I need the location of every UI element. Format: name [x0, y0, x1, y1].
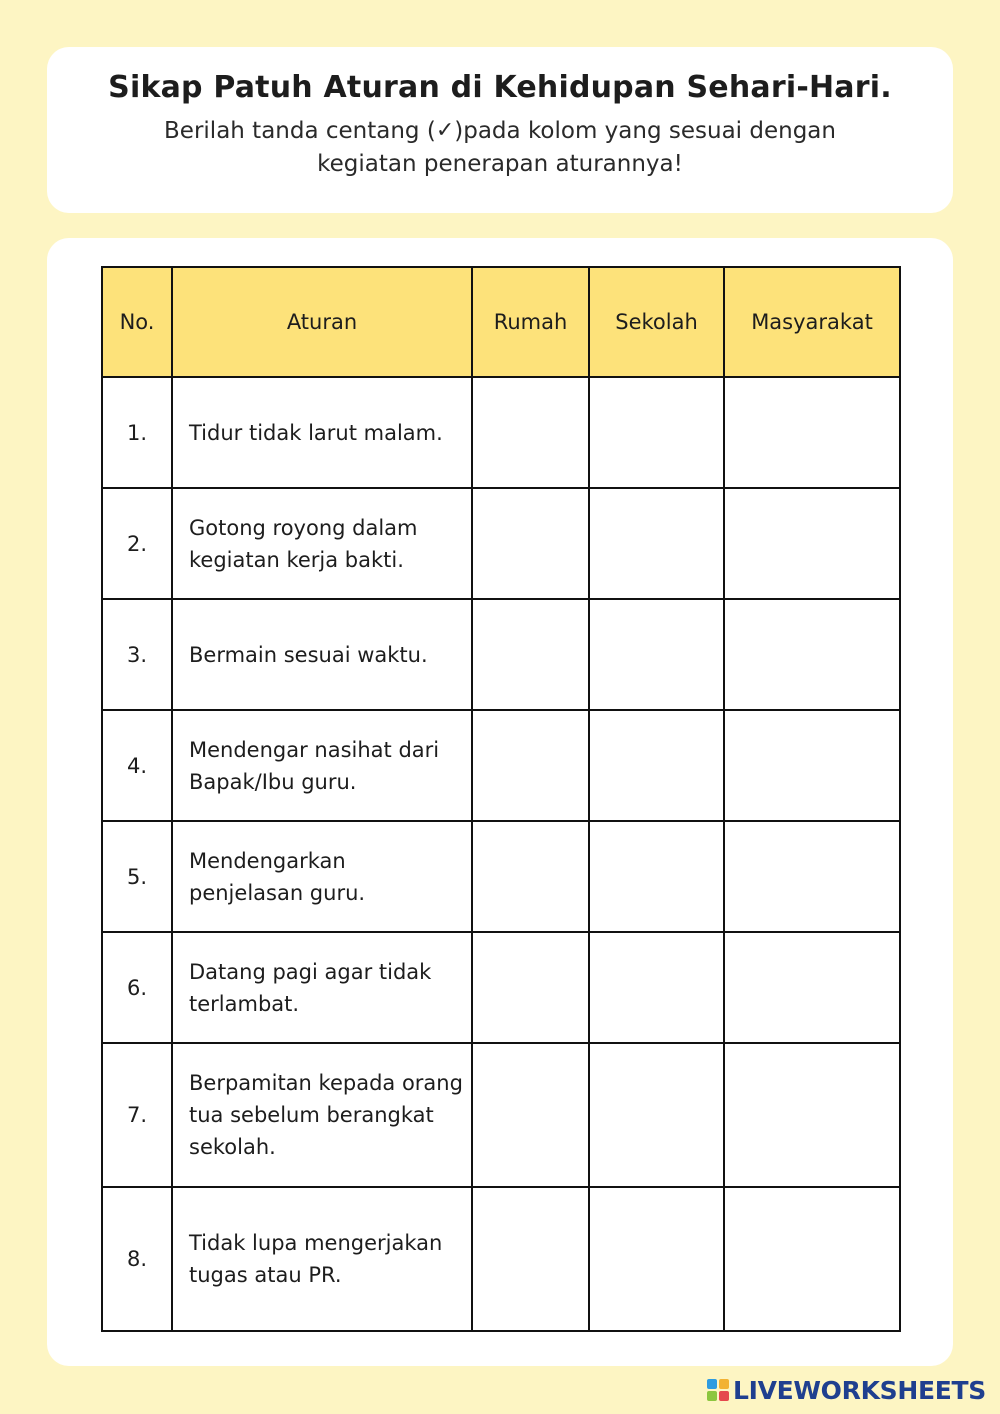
checkbox-rumah[interactable] — [472, 1187, 589, 1331]
table-row — [102, 1043, 900, 1187]
table-row — [102, 488, 900, 599]
rule-text: Mendengar nasihat dari Bapak/Ibu guru. — [172, 710, 472, 821]
checkbox-masyarakat[interactable] — [724, 488, 900, 599]
checkbox-masyarakat[interactable] — [724, 1187, 900, 1331]
row-number: 1. — [102, 377, 172, 488]
checkbox-rumah[interactable] — [472, 932, 589, 1043]
check-mark-icon: ✓ — [435, 118, 455, 143]
header-card — [47, 47, 953, 213]
checkbox-rumah[interactable] — [472, 377, 589, 488]
row-number: 8. — [102, 1187, 172, 1331]
liveworksheets-logo-icon — [707, 1379, 729, 1401]
checkbox-sekolah[interactable] — [589, 1043, 724, 1187]
column-header-masyarakat: Masyarakat — [724, 267, 900, 377]
table-row — [102, 710, 900, 821]
checkbox-rumah[interactable] — [472, 488, 589, 599]
liveworksheets-logo — [707, 1374, 986, 1406]
column-header-sekolah: Sekolah — [589, 267, 724, 377]
row-number: 4. — [102, 710, 172, 821]
checkbox-sekolah[interactable] — [589, 599, 724, 710]
rule-text: Berpamitan kepada orang tua sebelum berangkat sekolah. — [172, 1043, 472, 1187]
row-number: 2. — [102, 488, 172, 599]
column-header-aturan: Aturan — [172, 267, 472, 377]
checkbox-sekolah[interactable] — [589, 710, 724, 821]
table-row — [102, 821, 900, 932]
table-row — [102, 1187, 900, 1331]
row-number: 7. — [102, 1043, 172, 1187]
table-row — [102, 932, 900, 1043]
column-header-rumah: Rumah — [472, 267, 589, 377]
checkbox-masyarakat[interactable] — [724, 1043, 900, 1187]
rule-text: Bermain sesuai waktu. — [172, 599, 472, 710]
checkbox-rumah[interactable] — [472, 821, 589, 932]
row-number: 5. — [102, 821, 172, 932]
brand-name: LIVEWORKSHEETS — [732, 1375, 986, 1405]
table-header-row — [102, 267, 900, 377]
page-title: Sikap Patuh Aturan di Kehidupan Sehari-Hari. — [108, 70, 892, 105]
instruction-part-1: Berilah tanda centang ( — [164, 118, 436, 144]
rule-text: Datang pagi agar tidak terlambat. — [172, 932, 472, 1043]
checkbox-rumah[interactable] — [472, 710, 589, 821]
checkbox-rumah[interactable] — [472, 1043, 589, 1187]
row-number: 6. — [102, 932, 172, 1043]
checkbox-sekolah[interactable] — [589, 488, 724, 599]
table-card — [47, 238, 953, 1366]
checkbox-sekolah[interactable] — [589, 821, 724, 932]
checkbox-masyarakat[interactable] — [724, 599, 900, 710]
rules-table — [101, 266, 901, 1332]
rule-text: Tidak lupa mengerjakan tugas atau PR. — [172, 1187, 472, 1331]
table-row — [102, 377, 900, 488]
rule-text: Mendengarkan penjelasan guru. — [172, 821, 472, 932]
checkbox-masyarakat[interactable] — [724, 932, 900, 1043]
table-row — [102, 599, 900, 710]
row-number: 3. — [102, 599, 172, 710]
instruction-part-2: )pada kolom yang sesuai dengan kegiatan penerapan aturannya! — [317, 118, 836, 177]
rule-text: Gotong royong dalam kegiatan kerja bakti. — [172, 488, 472, 599]
checkbox-masyarakat[interactable] — [724, 821, 900, 932]
column-header-no: No. — [102, 267, 172, 377]
checkbox-sekolah[interactable] — [589, 1187, 724, 1331]
checkbox-rumah[interactable] — [472, 599, 589, 710]
checkbox-sekolah[interactable] — [589, 377, 724, 488]
rule-text: Tidur tidak larut malam. — [172, 377, 472, 488]
checkbox-masyarakat[interactable] — [724, 710, 900, 821]
instruction-text — [140, 115, 860, 181]
checkbox-masyarakat[interactable] — [724, 377, 900, 488]
checkbox-sekolah[interactable] — [589, 932, 724, 1043]
